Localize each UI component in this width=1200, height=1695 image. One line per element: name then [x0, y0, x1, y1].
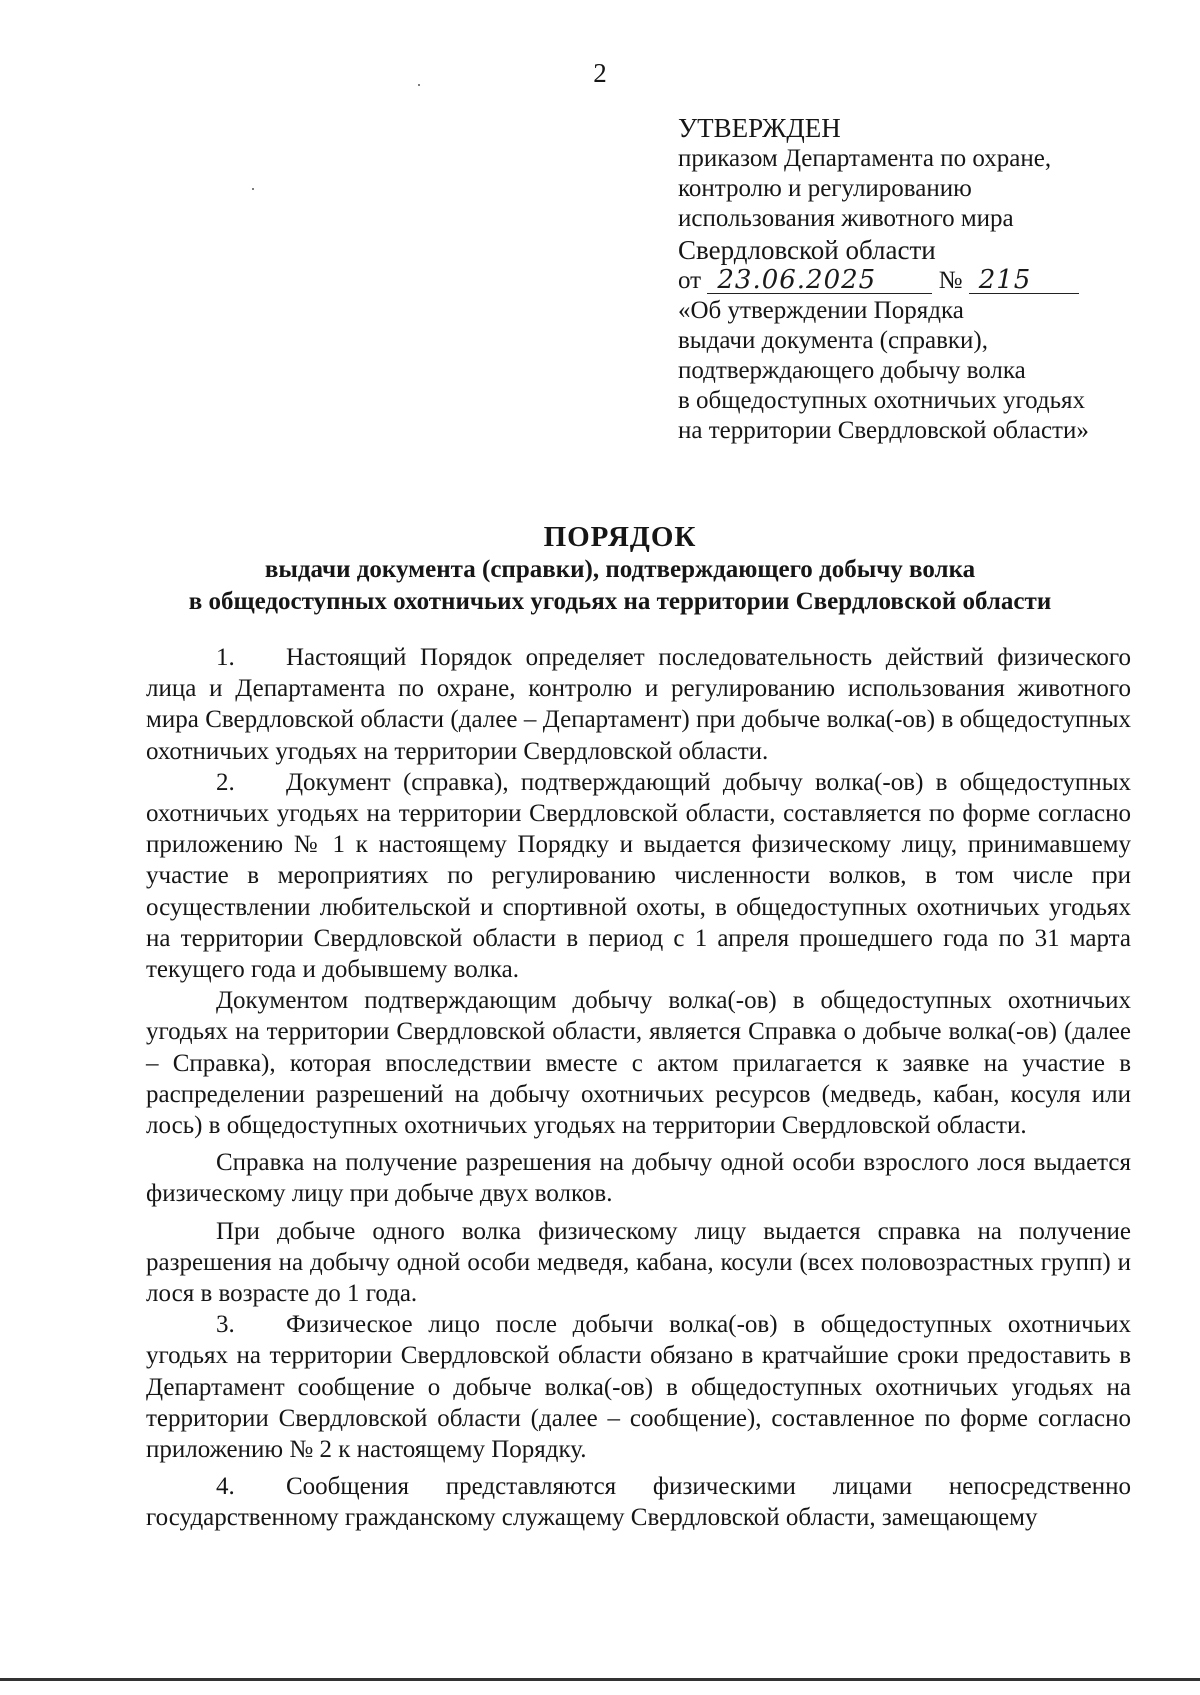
- handwritten-date: 23.06.2025: [707, 267, 932, 294]
- paragraph-text: Настоящий Порядок определяет последовательность действий физического лица и Департамента по охране, контролю и регулированию использования животного мира Свердловской области (далее – Департамент) при добыче волка(-ов) в общедоступных охотничьих угодьях на территории Свердловской области.: [146, 644, 1131, 765]
- document-body: [146, 642, 1131, 1534]
- approval-line: приказом Департамента по охране,: [678, 145, 1052, 172]
- paragraph: [146, 642, 1131, 767]
- approval-block: [678, 112, 1158, 446]
- title-subtitle: выдачи документа (справки), подтверждающего добычу волка: [264, 556, 976, 583]
- number-prefix: №: [938, 267, 963, 294]
- paragraph: [146, 985, 1131, 1141]
- paragraph: [146, 1471, 1131, 1533]
- document-title: [140, 520, 1100, 618]
- handwritten-number: 215: [969, 267, 1079, 294]
- paragraph-text: Физическое лицо после добычи волка(-ов) в общедоступных охотничьих угодьях на территории Свердловской области обязано в кратчайшие сроки предоставить в Департамент сообщение о добыче волка(-ов) в общедоступных охотничьих угодьях на территории Свердловской области (далее – сообщение), составленное по форме согласно приложению № 2 к настоящему Порядку.: [146, 1311, 1131, 1464]
- paragraph-text: При добыче одного волка физическому лицу выдается справка на получение разрешения на добычу одной особи медведя, кабана, косули (всех половозрастных групп) и лося в возрасте до 1 года.: [146, 1217, 1131, 1308]
- paragraph-text: Справка на получение разрешения на добычу одной особи взрослого лося выдается физическому лицу при добыче двух волков.: [146, 1149, 1131, 1208]
- approved-label: УТВЕРЖДЕН: [678, 113, 841, 143]
- paragraph: [146, 1147, 1131, 1209]
- paragraph: [146, 767, 1131, 985]
- scan-speck: [418, 84, 420, 86]
- title-heading: ПОРЯДОК: [543, 521, 697, 553]
- title-subtitle: в общедоступных охотничьих угодьях на территории Свердловской области: [188, 588, 1052, 615]
- approval-line: использования животного мира: [678, 205, 1014, 232]
- paragraph-number: 3.: [216, 1311, 235, 1339]
- paragraph-number: 2.: [216, 768, 235, 796]
- approval-line: Свердловской области: [678, 235, 936, 265]
- paragraph: [146, 1309, 1131, 1465]
- paragraph-number: 4.: [216, 1473, 235, 1501]
- date-prefix: от: [678, 267, 702, 294]
- paragraph-number: 1.: [216, 644, 235, 671]
- scan-speck: [252, 188, 254, 190]
- paragraph-text: Документ (справка), подтверждающий добычу волка(-ов) в общедоступных охотничьих угодьях на территории Свердловской области, составляется по форме согласно приложению № 1 к настоящему Порядку и выдается физическому лицу, принимавшему участие в мероприятиях по регулированию численности волков, в том числе при осуществлении любительской и спортивной охоты, в общедоступных охотничьих угодьях на территории Свердловской области в период с 1 апреля прошедшего года по 31 марта текущего года и добывшему волка.: [146, 768, 1131, 984]
- paragraph-text: Сообщения представляются физическими лицами непосредственно государственному гражданскому служащему Свердловской области, замещающему: [146, 1473, 1131, 1532]
- subject-line: выдачи документа (справки),: [678, 327, 988, 354]
- subject-line: подтверждающего добычу волка: [678, 357, 1026, 384]
- order-date-number-line: [678, 266, 1158, 296]
- paragraph: [146, 1216, 1131, 1310]
- paragraph-text: Документом подтверждающим добычу волка(-ов) в общедоступных охотничьих угодьях на территории Свердловской области, является Справка о добыче волка(-ов) (далее – Справка), которая впоследствии вместе с актом прилагается к заявке на участие в распределении разрешений на добычу охотничьих ресурсов (медведь, кабан, косуля или лось) в общедоступных охотничьих угодьях на территории Свердловской области.: [146, 987, 1131, 1140]
- approval-line: контролю и регулированию: [678, 175, 972, 202]
- subject-line: на территории Свердловской области»: [678, 417, 1089, 444]
- subject-line: «Об утверждении Порядка: [678, 297, 964, 324]
- scan-bottom-edge: [0, 1678, 1200, 1681]
- subject-line: в общедоступных охотничьих угодьях: [678, 387, 1086, 414]
- page-number: 2: [593, 58, 607, 88]
